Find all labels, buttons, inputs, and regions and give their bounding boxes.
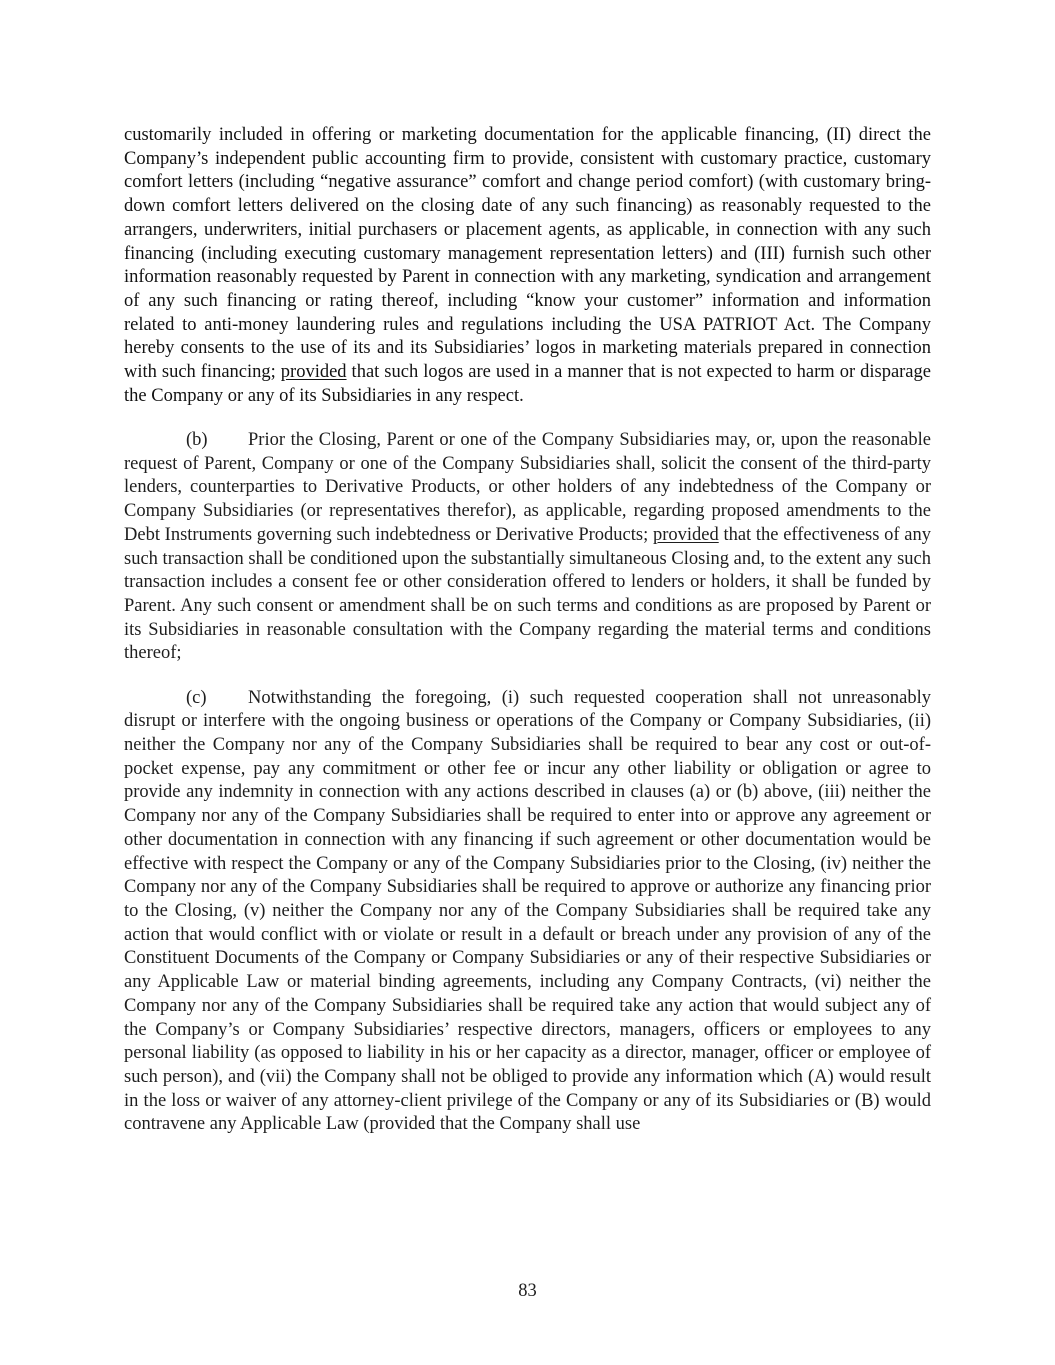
document-body: [124, 124, 931, 1137]
page-number: 83: [518, 1281, 537, 1301]
underlined-term: provided: [280, 362, 347, 383]
clause-label: (c): [186, 687, 207, 708]
paragraph-text: that the effectiveness of any such transaction shall be conditioned upon the substantially simultaneous Closing and, to the extent any such transaction includes a consent fee or other consideration offered to lenders or holders, it shall be funded by Parent. Any such consent or amendment shall be on such terms and conditions as are proposed by Parent or its Subsidiaries in reasonable consultation with the Company regarding the material terms and conditions thereof;: [124, 524, 932, 664]
paragraph-continuation: [124, 124, 931, 408]
clause-label: (b): [186, 430, 208, 451]
paragraph-text: customarily included in offering or marketing documentation for the applicable financing, (II) direct the Company’s independent public accounting firm to provide, consistent with customary practice, customary comfort letters (including “negative assurance” comfort and change period comfort) (with customary bring-down comfort letters delivered on the closing date of any such financing) as reasonably requested to the arrangers, underwriters, initial purchasers or placement agents, as applicable, in connection with any such financing (including executing customary management representation letters) and (III) furnish such other information reasonably requested by Parent in connection with any marketing, syndication and arrangement of any such financing or rating thereof, including “know your customer” information and information related to anti-money laundering rules and regulations including the USA PATRIOT Act. The Company hereby consents to the use of its and its Subsidiaries’ logos in marketing materials prepared in connection with such financing;: [124, 125, 931, 383]
paragraph-c: [124, 687, 931, 1137]
paragraph-text: Prior the Closing, Parent or one of the Company Subsidiaries may, or, upon the reasonable request of Parent, Company or one of the Company Subsidiaries shall, solicit the consent of the third-party lenders, counterparties to Derivative Products, or other holders of any indebtedness of the Company or Company Subsidiaries (or representatives therefor), as applicable, regarding proposed amendments to the Debt Instruments governing such indebtedness or Derivative Products;: [124, 430, 931, 545]
paragraph-b: [124, 429, 931, 666]
underlined-term: provided: [652, 524, 719, 545]
paragraph-text: Notwithstanding the foregoing, (i) such requested cooperation shall not unreasonably disrupt or interfere with the ongoing business or operations of the Company or Company Subsidiaries, (ii) neither the Company nor any of the Company Subsidiaries shall be required to bear any cost or out-of-pocket expense, pay any commitment or other fee or incur any other liability or obligation or agree to provide any indemnity in connection with any actions described in clauses (a) or (b) above, (iii) neither the Company nor any of the Company Subsidiaries shall be required to enter into or approve any agreement or other documentation in connection with any financing if such agreement or other documentation would be effective with respect the Company or any of the Company Subsidiaries prior to the Closing, (iv) neither the Company nor any of the Company Subsidiaries shall be required to approve or authorize any financing prior to the Closing, (v) neither the Company nor any of the Company Subsidiaries shall be required take any action that would conflict with or violate or result in a default or breach under any provision of any of the Constituent Documents of the Company or Company Subsidiaries or any of their respective Subsidiaries or any Applicable Law or material binding agreements, including any Company Contracts, (vi) neither the Company nor any of the Company Subsidiaries shall be required take any action that would subject any of the Company’s or Company Subsidiaries’ respective directors, managers, officers or employees to any personal liability (as opposed to liability in his or her capacity as a director, manager, officer or employee of such person), and (vii) the Company shall not be obliged to provide any information which (A) would result in the loss or waiver of any attorney-client privilege of the Company or any of its Subsidiaries or (B) would contravene any Applicable Law (provided that the Company shall use: [124, 687, 931, 1135]
paragraph-text: that such logos are used in a manner that is not expected to harm or disparage the Company or any of its Subsidiaries in any respect.: [124, 362, 931, 406]
